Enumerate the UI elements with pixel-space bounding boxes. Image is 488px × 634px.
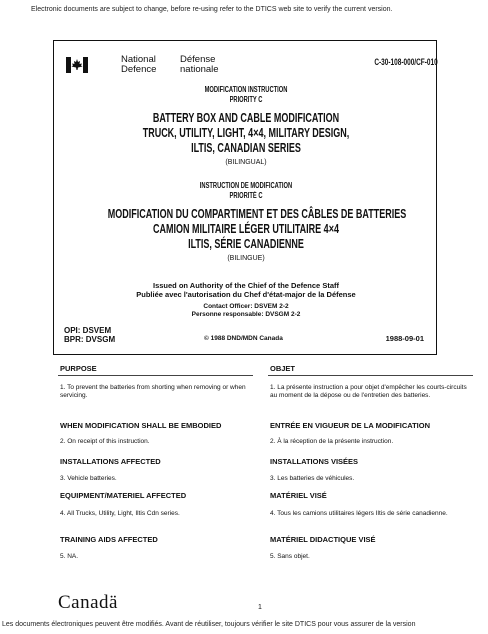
when-heading: WHEN MODIFICATION SHALL BE EMBODIED [60, 421, 222, 430]
title-en-line3: ILTIS, CANADIAN SERIES [191, 141, 301, 155]
department-name-fr [180, 55, 219, 75]
didactique-text: 5. Sans objet. [270, 553, 310, 560]
installations-visees-text: 3. Les batteries de véhicules. [270, 475, 355, 482]
title-en-line1: BATTERY BOX AND CABLE MODIFICATION [152, 111, 340, 125]
top-notice: Electronic documents are subject to change, before re-using refer to the DTICS web site to verify the current version. [31, 6, 393, 13]
materiel-text: 4. Tous les camions utilitaires légers Iltis de série canadienne. [270, 510, 448, 517]
installations-heading: INSTALLATIONS AFFECTED [60, 457, 161, 466]
bilingue-label: (BILINGUE) [227, 255, 265, 262]
title-en-line2: TRUCK, UTILITY, LIGHT, 4×4, MILITARY DESIGN, [142, 126, 350, 140]
english-title-block [54, 85, 438, 166]
page-number: 1 [258, 604, 262, 611]
training-text: 5. NA. [60, 553, 79, 560]
installations-visees-heading: INSTALLATIONS VISÉES [270, 457, 359, 466]
bottom-notice: Les documents électroniques peuvent être modifiés. Avant de réutiliser, toujours vérifier le site DTICS pour vous assurer de la version [2, 621, 416, 628]
issue-date: 1988-09-01 [385, 334, 424, 343]
priority-fr: PRIORITÉ C [229, 191, 263, 200]
objet-text: 1. La présente instruction a pour objet d'empêcher les courts-circuits au moment de la dépose ou de l'entretien des batteries. [270, 384, 467, 399]
when-text: 2. On receipt of this instruction. [60, 438, 150, 445]
canada-flag-icon [66, 57, 88, 73]
dept-fr-line1: Défense [180, 54, 216, 65]
opi-bpr-block [64, 326, 115, 344]
divider-right-1 [268, 375, 473, 376]
equipment-text: 4. All Trucks, Utility, Light, Iltis Cdn series. [60, 510, 180, 517]
dept-en-line2: Defence [121, 64, 157, 75]
contact-en: Contact Officer: DSVEM 2-2 [203, 303, 289, 310]
document-number: C-30-108-000/CF-010 [374, 57, 438, 67]
im-title: INSTRUCTION DE MODIFICATION [199, 181, 293, 190]
opi: OPI: DSVEM [64, 326, 112, 335]
divider-left-1 [58, 375, 253, 376]
title-fr-line3: ILTIS, SÉRIE CANADIENNE [188, 237, 304, 251]
contact-fr: Personne responsable: DVSGM 2-2 [191, 311, 301, 318]
didactique-heading: MATÉRIEL DIDACTIQUE VISÉ [270, 535, 376, 544]
dept-en-line1: National [121, 54, 156, 65]
cover-box [53, 40, 437, 355]
dept-fr-line2: nationale [180, 64, 219, 75]
authority-en: Issued on Authority of the Chief of the Defence Staff [153, 281, 339, 290]
mi-title: MODIFICATION INSTRUCTION [204, 85, 288, 94]
bpr: BPR: DVSGM [64, 335, 116, 344]
materiel-heading: MATÉRIEL VISÉ [270, 491, 327, 500]
bilingual-label: (BILINGUAL) [225, 159, 267, 166]
entree-text: 2. À la réception de la présente instruction. [270, 438, 394, 445]
training-heading: TRAINING AIDS AFFECTED [60, 535, 158, 544]
title-fr-line2: CAMION MILITAIRE LÉGER UTILITAIRE 4×4 [153, 222, 339, 236]
purpose-heading: PURPOSE [60, 364, 97, 373]
authority-block [54, 281, 438, 299]
title-fr-line1: MODIFICATION DU COMPARTIMENT ET DES CÂBLES DE BATTERIES [107, 207, 407, 221]
objet-heading: OBJET [270, 364, 296, 373]
department-name-en [121, 55, 156, 75]
authority-fr: Publiée avec l'autorisation du Chef d'état-major de la Défense [136, 290, 356, 299]
canada-wordmark: Canadä [58, 592, 118, 613]
priority-en: PRIORITY C [229, 95, 263, 104]
equipment-heading: EQUIPMENT/MATERIEL AFFECTED [60, 491, 187, 500]
installations-text: 3. Vehicle batteries. [60, 475, 117, 482]
contact-block [54, 303, 438, 319]
entree-heading: ENTRÉE EN VIGUEUR DE LA MODIFICATION [270, 421, 431, 430]
purpose-text: 1. To prevent the batteries from shorting when removing or when servicing. [60, 384, 246, 399]
french-title-block [54, 181, 438, 262]
copyright: © 1988 DND/MDN Canada [204, 335, 283, 342]
